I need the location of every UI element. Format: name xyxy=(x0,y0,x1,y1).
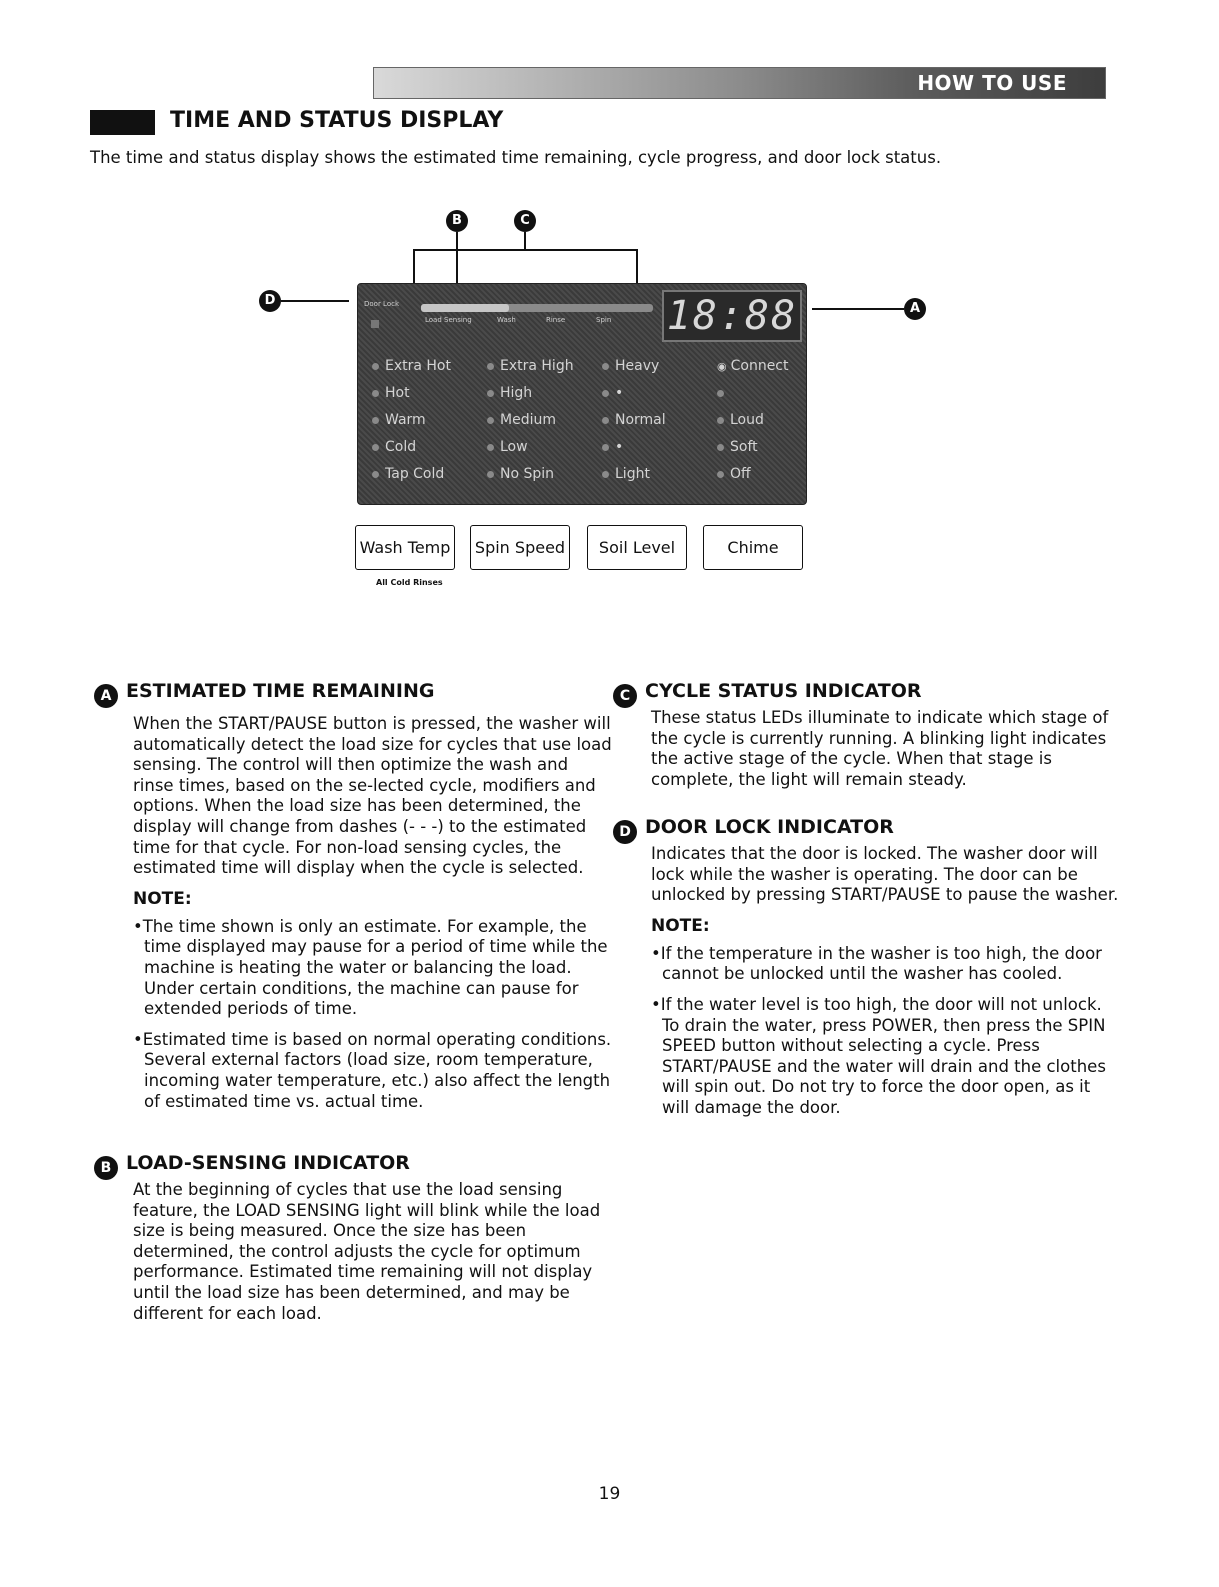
led-indicator xyxy=(372,390,379,397)
option-extra-hot: Extra Hot xyxy=(372,358,451,374)
soil-level-button[interactable]: Soil Level xyxy=(587,525,687,570)
section-b-heading: B LOAD-SENSING INDICATOR xyxy=(94,1152,410,1180)
option-cold: Cold xyxy=(372,439,416,455)
option-connect: ◉ Connect xyxy=(717,358,789,374)
option-soft: Soft xyxy=(717,439,758,455)
section-c-heading: C CYCLE STATUS INDICATOR xyxy=(613,680,921,708)
section-d-bullet-1: •If the temperature in the washer is too high, the door cannot be unlocked until the washer has cooled. xyxy=(651,943,1102,984)
intro-text: The time and status display shows the estimated time remaining, cycle progress, and door lock status. xyxy=(90,148,942,167)
section-marker xyxy=(90,110,155,135)
leader-line-c xyxy=(524,232,526,250)
led-indicator xyxy=(487,471,494,478)
time-display: 18:88 xyxy=(662,290,802,342)
section-a-body xyxy=(133,714,613,1112)
stage-wash: Wash xyxy=(497,316,516,324)
option-off: Off xyxy=(717,466,751,482)
wash-temp-button[interactable]: Wash Temp xyxy=(355,525,455,570)
callout-b: B xyxy=(446,210,468,232)
option-hot: Hot xyxy=(372,385,410,401)
option-soil-4: • xyxy=(602,439,623,455)
led-indicator xyxy=(602,390,609,397)
section-a-bullet-2: •Estimated time is based on normal operating conditions. Several external factors (load size, room temperature, incoming water temperature, etc.) also affect the length of estimated time vs. actual time. xyxy=(133,1029,612,1111)
led-indicator xyxy=(487,390,494,397)
led-indicator xyxy=(602,471,609,478)
led-indicator xyxy=(602,417,609,424)
led-indicator xyxy=(372,417,379,424)
section-d-heading: D DOOR LOCK INDICATOR xyxy=(613,816,894,844)
option-tap-cold: Tap Cold xyxy=(372,466,444,482)
callout-d-badge: D xyxy=(613,820,637,844)
leader-line-c-left xyxy=(413,249,415,285)
page-title: TIME AND STATUS DISPLAY xyxy=(170,108,504,133)
section-c-body xyxy=(651,708,1121,790)
section-b-body xyxy=(133,1180,613,1324)
callout-c-badge: C xyxy=(613,684,637,708)
section-d-paragraph: Indicates that the door is locked. The washer door will lock while the washer is operating. The door can be unlocked by pressing START/PAUSE to pause the washer. xyxy=(651,844,1119,905)
page-number: 19 xyxy=(598,1484,621,1504)
section-d-body xyxy=(651,844,1121,1119)
section-b-paragraph: At the beginning of cycles that use the load sensing feature, the LOAD SENSING light will blink while the load size is being measured. Once the size has been determined, the control adjusts the cycle for optimum performance. Estimated time remaining will not display until the load size has been determined, and may be different for each load. xyxy=(133,1180,601,1323)
section-c-paragraph: These status LEDs illuminate to indicate which stage of the cycle is currently running. A blinking light indicates the active stage of the cycle. When that stage is complete, the light will remain steady. xyxy=(651,708,1109,789)
wifi-icon: ◉ xyxy=(717,360,727,373)
option-loud: Loud xyxy=(717,412,764,428)
callout-b-badge: B xyxy=(94,1156,118,1180)
led-indicator xyxy=(717,444,724,451)
led-indicator xyxy=(717,471,724,478)
led-indicator xyxy=(487,444,494,451)
option-low: Low xyxy=(487,439,528,455)
cycle-progress-fill xyxy=(421,304,509,312)
led-indicator xyxy=(717,417,724,424)
section-a-note-label: NOTE: xyxy=(133,888,192,909)
section-a-bullet-1: •The time shown is only an estimate. For example, the time displayed may pause for a period of time while the machine is heating the water or balancing the load. Under certain conditions, the machine can pause for extended periods of time. xyxy=(133,916,608,1019)
led-indicator xyxy=(602,363,609,370)
option-warm: Warm xyxy=(372,412,426,428)
section-banner xyxy=(373,67,1106,99)
option-high: High xyxy=(487,385,532,401)
banner-text: HOW TO USE xyxy=(917,71,1067,95)
led-indicator xyxy=(372,363,379,370)
leader-line-a xyxy=(812,308,904,310)
led-indicator xyxy=(487,417,494,424)
led-indicator xyxy=(717,390,724,397)
option-light: Light xyxy=(602,466,650,482)
door-lock-label: Door Lock xyxy=(364,300,400,308)
option-no-spin: No Spin xyxy=(487,466,554,482)
leader-line-d xyxy=(281,300,349,302)
led-indicator xyxy=(372,471,379,478)
option-medium: Medium xyxy=(487,412,556,428)
callout-a: A xyxy=(904,298,926,320)
leader-line-c-horizontal xyxy=(413,249,637,251)
stage-load-sensing: Load Sensing xyxy=(425,316,472,324)
led-indicator xyxy=(602,444,609,451)
chime-button[interactable]: Chime xyxy=(703,525,803,570)
option-normal: Normal xyxy=(602,412,666,428)
option-extra-high: Extra High xyxy=(487,358,574,374)
section-a-heading: A ESTIMATED TIME REMAINING xyxy=(94,680,434,708)
cycle-progress-bar xyxy=(421,304,653,312)
callout-d: D xyxy=(259,290,281,312)
option-soil-2: • xyxy=(602,385,623,401)
callout-a-badge: A xyxy=(94,684,118,708)
leader-line-c-right xyxy=(636,249,638,285)
led-indicator xyxy=(487,363,494,370)
all-cold-rinses-label: All Cold Rinses xyxy=(376,578,443,587)
option-heavy: Heavy xyxy=(602,358,659,374)
led-indicator xyxy=(372,444,379,451)
section-d-bullet-2: •If the water level is too high, the door will not unlock. To drain the water, press POWER, then press the SPIN SPEED button without selecting a cycle. Press START/PAUSE and the water will drain and the clothes will spin out. Do not try to force the door open, as it will damage the door. xyxy=(651,994,1106,1117)
option-chime-1 xyxy=(717,385,730,401)
door-lock-icon xyxy=(371,320,379,328)
stage-spin: Spin xyxy=(596,316,612,324)
spin-speed-button[interactable]: Spin Speed xyxy=(470,525,570,570)
callout-c: C xyxy=(514,210,536,232)
stage-rinse: Rinse xyxy=(546,316,566,324)
section-a-paragraph: When the START/PAUSE button is pressed, the washer will automatically detect the load size for cycles that use load sensing. The control will then optimize the wash and rinse times, based on the se-lected cycle, modifiers and options. When the load size has been determined, the display will change from dashes (- - -) to the estimated time for that cycle. For non-load sensing cycles, the estimated time will display when the cycle is selected. xyxy=(133,714,612,878)
section-d-note-label: NOTE: xyxy=(651,915,710,936)
